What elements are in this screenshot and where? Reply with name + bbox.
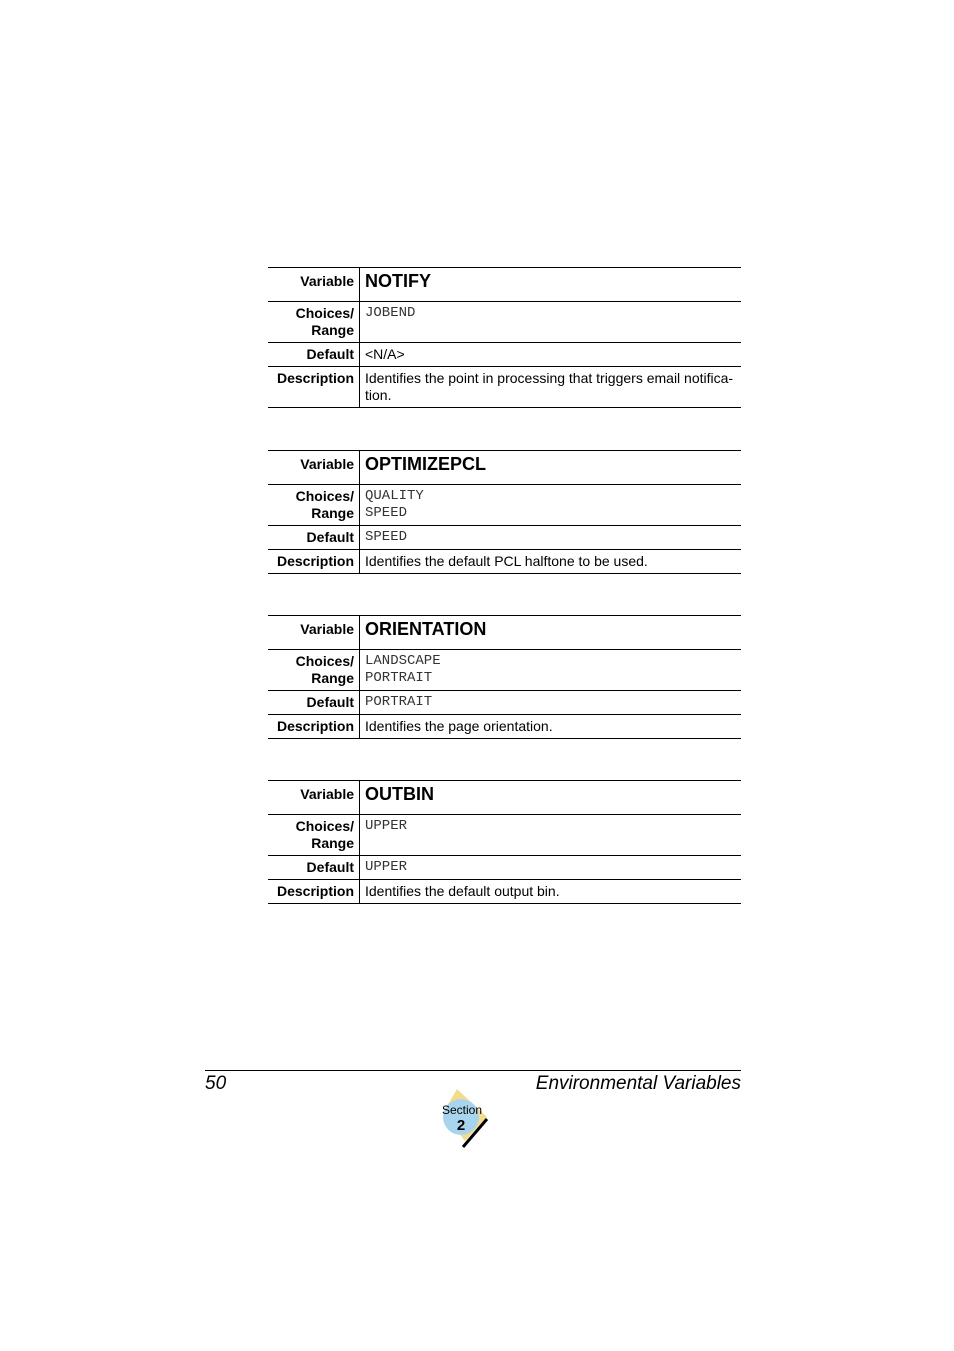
- variable-name: ORIENTATION: [365, 619, 487, 639]
- default-value: <N/A>: [365, 346, 405, 362]
- variable-table-optimizepcl: [268, 450, 741, 574]
- variable-row: [268, 451, 741, 485]
- choice-value: LANDSCAPE: [365, 653, 441, 669]
- section-badge-icon[interactable]: [435, 1085, 495, 1151]
- default-label: Default: [268, 343, 360, 367]
- choice-value: UPPER: [365, 818, 408, 834]
- footer-title: Environmental Variables: [535, 1073, 741, 1094]
- description-text: Identifies the page orientation.: [365, 718, 553, 734]
- default-label: Default: [268, 856, 360, 880]
- choices-values: [360, 485, 742, 526]
- choice-value: PORTRAIT: [365, 670, 433, 686]
- description-row: [268, 880, 741, 904]
- choices-values: [360, 815, 742, 856]
- variable-label: Variable: [268, 616, 360, 650]
- choices-label: Choices/ Range: [268, 485, 360, 526]
- variable-table-outbin: [268, 780, 741, 904]
- section-number: 2: [456, 1117, 466, 1134]
- choice-value: JOBEND: [365, 305, 416, 321]
- default-value: UPPER: [365, 859, 408, 875]
- description-label: Description: [268, 715, 360, 739]
- choice-value: QUALITY: [365, 488, 424, 504]
- choices-row: [268, 650, 741, 691]
- description-text: Identifies the point in processing that triggers email notifica-tion.: [365, 370, 734, 403]
- variable-name: OPTIMIZEPCL: [365, 454, 486, 474]
- default-row: [268, 856, 741, 880]
- variable-label: Variable: [268, 781, 360, 815]
- page-number: 50: [205, 1073, 227, 1094]
- description-label: Description: [268, 550, 360, 574]
- choices-label: Choices/ Range: [268, 815, 360, 856]
- default-row: [268, 343, 741, 367]
- description-row: [268, 367, 741, 408]
- default-value: SPEED: [365, 529, 408, 545]
- choices-values: [360, 302, 742, 343]
- default-label: Default: [268, 526, 360, 550]
- variable-label: Variable: [268, 451, 360, 485]
- default-value: PORTRAIT: [365, 694, 433, 710]
- variable-table-notify: [268, 267, 741, 408]
- variable-name: NOTIFY: [365, 271, 431, 291]
- choices-row: [268, 302, 741, 343]
- variable-table-orientation: [268, 615, 741, 739]
- choices-row: [268, 815, 741, 856]
- choice-value: SPEED: [365, 505, 408, 521]
- description-row: [268, 715, 741, 739]
- footer-rule: [205, 1070, 741, 1071]
- variable-name: OUTBIN: [365, 784, 434, 804]
- choices-label: Choices/ Range: [268, 302, 360, 343]
- description-text: Identifies the default output bin.: [365, 883, 560, 899]
- description-label: Description: [268, 367, 360, 408]
- description-label: Description: [268, 880, 360, 904]
- choices-row: [268, 485, 741, 526]
- variable-label: Variable: [268, 268, 360, 302]
- default-row: [268, 526, 741, 550]
- variable-row: [268, 616, 741, 650]
- variable-row: [268, 781, 741, 815]
- variable-row: [268, 268, 741, 302]
- description-text: Identifies the default PCL halftone to be used.: [365, 553, 648, 569]
- choices-values: [360, 650, 742, 691]
- choices-label: Choices/ Range: [268, 650, 360, 691]
- default-row: [268, 691, 741, 715]
- default-label: Default: [268, 691, 360, 715]
- section-word: Section: [441, 1103, 483, 1117]
- description-row: [268, 550, 741, 574]
